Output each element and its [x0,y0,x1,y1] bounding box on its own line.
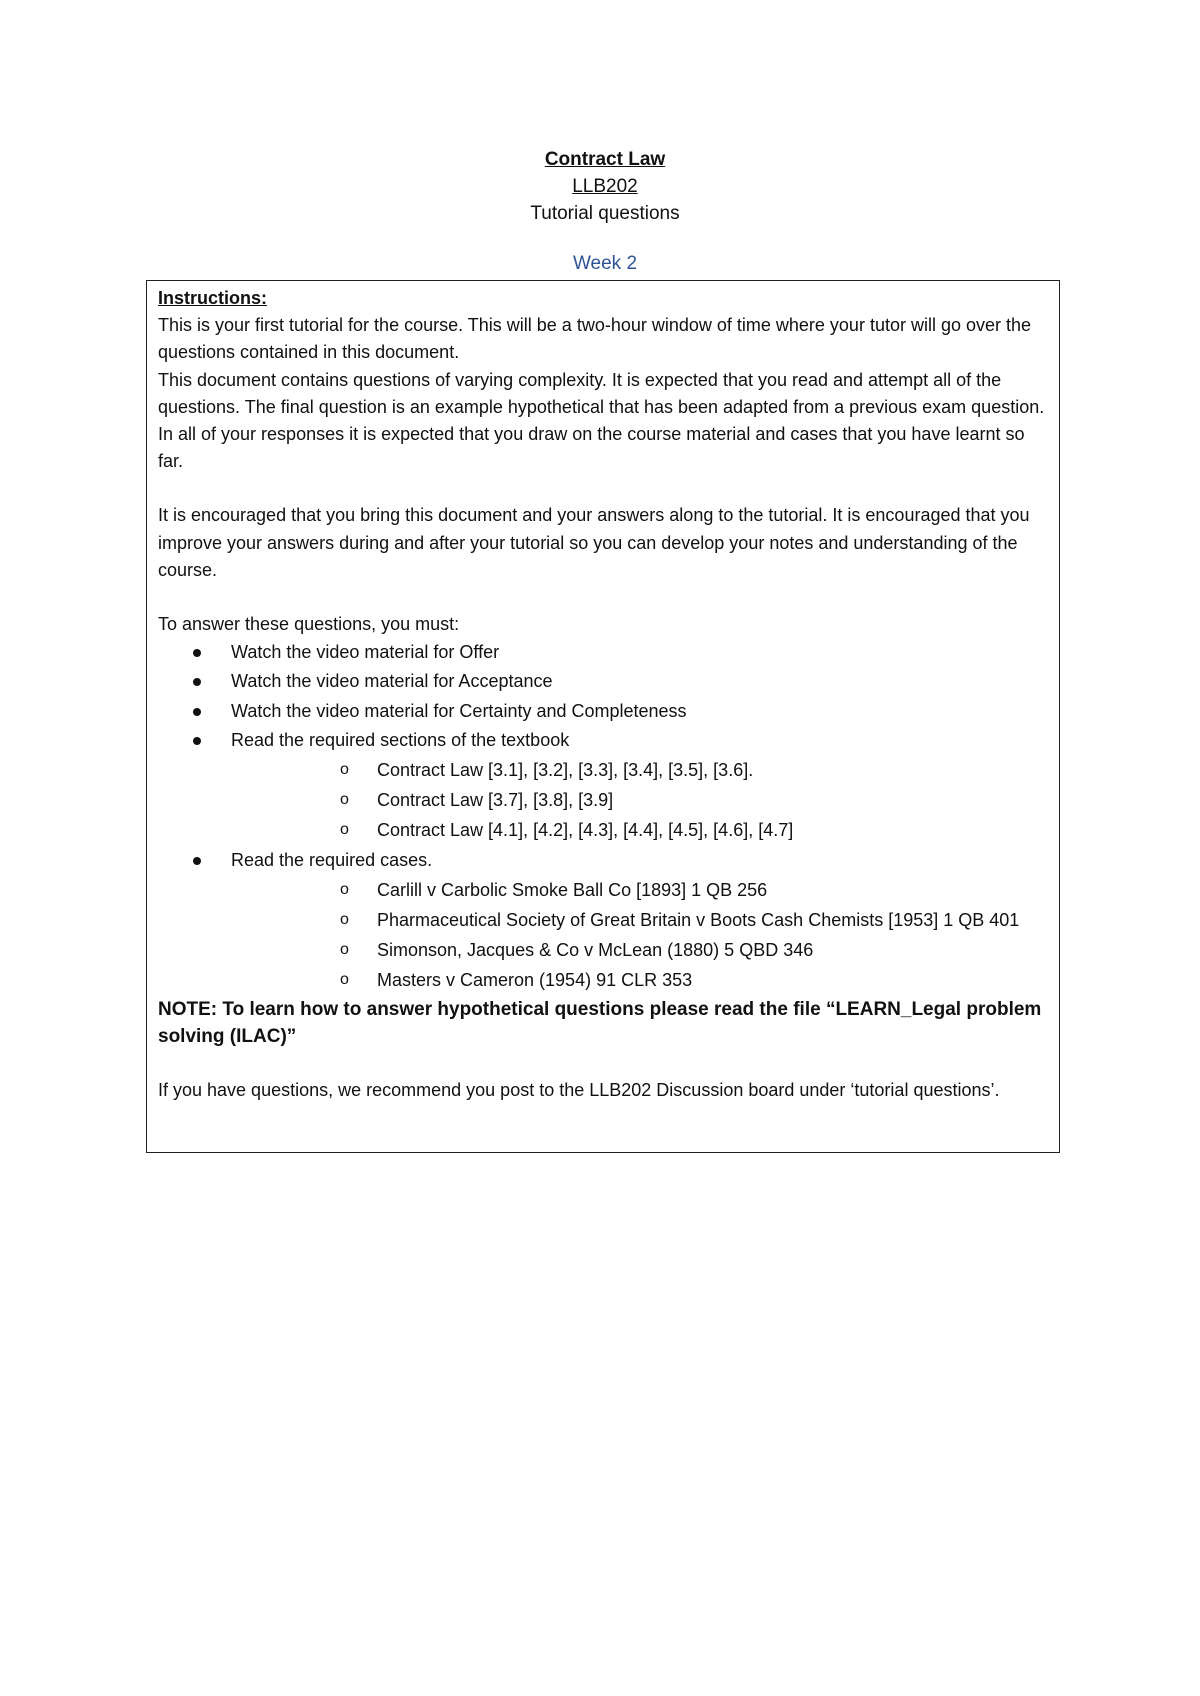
sub-bullet-icon: o [340,911,349,929]
task-intro: To answer these questions, you must: [158,614,460,635]
task-label: Read the required sections of the textbook [231,729,570,750]
course-code: LLB202 [572,176,638,197]
sub-item-label: Contract Law [3.7], [3.8], [3.9] [377,790,614,811]
sub-item-label: Carlill v Carbolic Smoke Ball Co [1893] 1 QB 256 [377,879,768,900]
instructions-paragraph-1: This is your first tutorial for the course. This will be a two-hour window of time where your tutor will go over the questions contained in this document. [158,315,1032,363]
task-item [158,667,1049,696]
sub-item [231,935,1049,965]
task-item [158,697,1049,726]
task-item [158,846,1049,996]
task-label: Watch the video material for Certainty and Completeness [231,700,687,721]
task-item [158,726,1049,846]
sub-bullet-icon: o [340,761,349,779]
task-label: Read the required cases. [231,849,433,870]
sub-item [231,785,1049,815]
spacer [158,584,1049,611]
sub-item-label: Contract Law [3.1], [3.2], [3.3], [3.4], [3.5], [3.6]. [377,760,754,781]
instructions-box [146,280,1060,1153]
instructions-paragraph-3: It is encouraged that you bring this document and your answers along to the tutorial. It is encouraged that you improve your answers during and after your tutorial so you can develop your notes and understanding of the course. [158,505,1030,580]
closing-text: If you have questions, we recommend you post to the LLB202 Discussion board under ‘tutorial questions’. [158,1079,1000,1100]
task-item [158,638,1049,667]
sub-bullet-icon: o [340,880,349,898]
sub-list [231,755,1049,846]
sub-bullet-icon: o [340,971,349,989]
sub-item [231,815,1049,845]
sub-bullet-icon: o [340,941,349,959]
note-text: NOTE: To learn how to answer hypothetical questions please read the file “LEARN_Legal problem solving (ILAC)” [158,998,1042,1047]
sub-item-label: Contract Law [4.1], [4.2], [4.3], [4.4], [4.5], [4.6], [4.7] [377,820,794,841]
sub-item [231,755,1049,785]
spacer [158,1050,1049,1077]
instructions-paragraph-2: This document contains questions of varying complexity. It is expected that you read and attempt all of the questions. The final question is an example hypothetical that has been adapted from a previous exam question. In all of your responses it is expected that you draw on the course material and cases that you have learnt so far. [158,369,1045,472]
document-title: Contract Law [544,149,666,170]
sub-bullet-icon: o [340,791,349,809]
sub-item-label: Pharmaceutical Society of Great Britain v Boots Cash Chemists [1953] 1 QB 401 [377,910,1020,931]
task-label: Watch the video material for Acceptance [231,671,553,692]
sub-item [231,905,1049,935]
sub-list [231,875,1049,996]
task-label: Watch the video material for Offer [231,642,500,663]
bullet-icon [193,708,201,716]
bullet-icon [193,857,201,865]
sub-item-label: Simonson, Jacques & Co v McLean (1880) 5 QBD 346 [377,940,814,961]
bullet-icon [193,737,201,745]
sub-item [231,875,1049,905]
instructions-heading: Instructions: [158,288,268,308]
week-label: Week 2 [572,253,638,274]
sub-item [231,965,1049,995]
task-list [158,638,1049,995]
bullet-icon [193,649,201,657]
sub-bullet-icon: o [340,821,349,839]
bullet-icon [193,678,201,686]
sub-item-label: Masters v Cameron (1954) 91 CLR 353 [377,970,693,991]
document-header [0,146,1200,277]
document-subtitle: Tutorial questions [530,203,680,224]
spacer [158,475,1049,502]
